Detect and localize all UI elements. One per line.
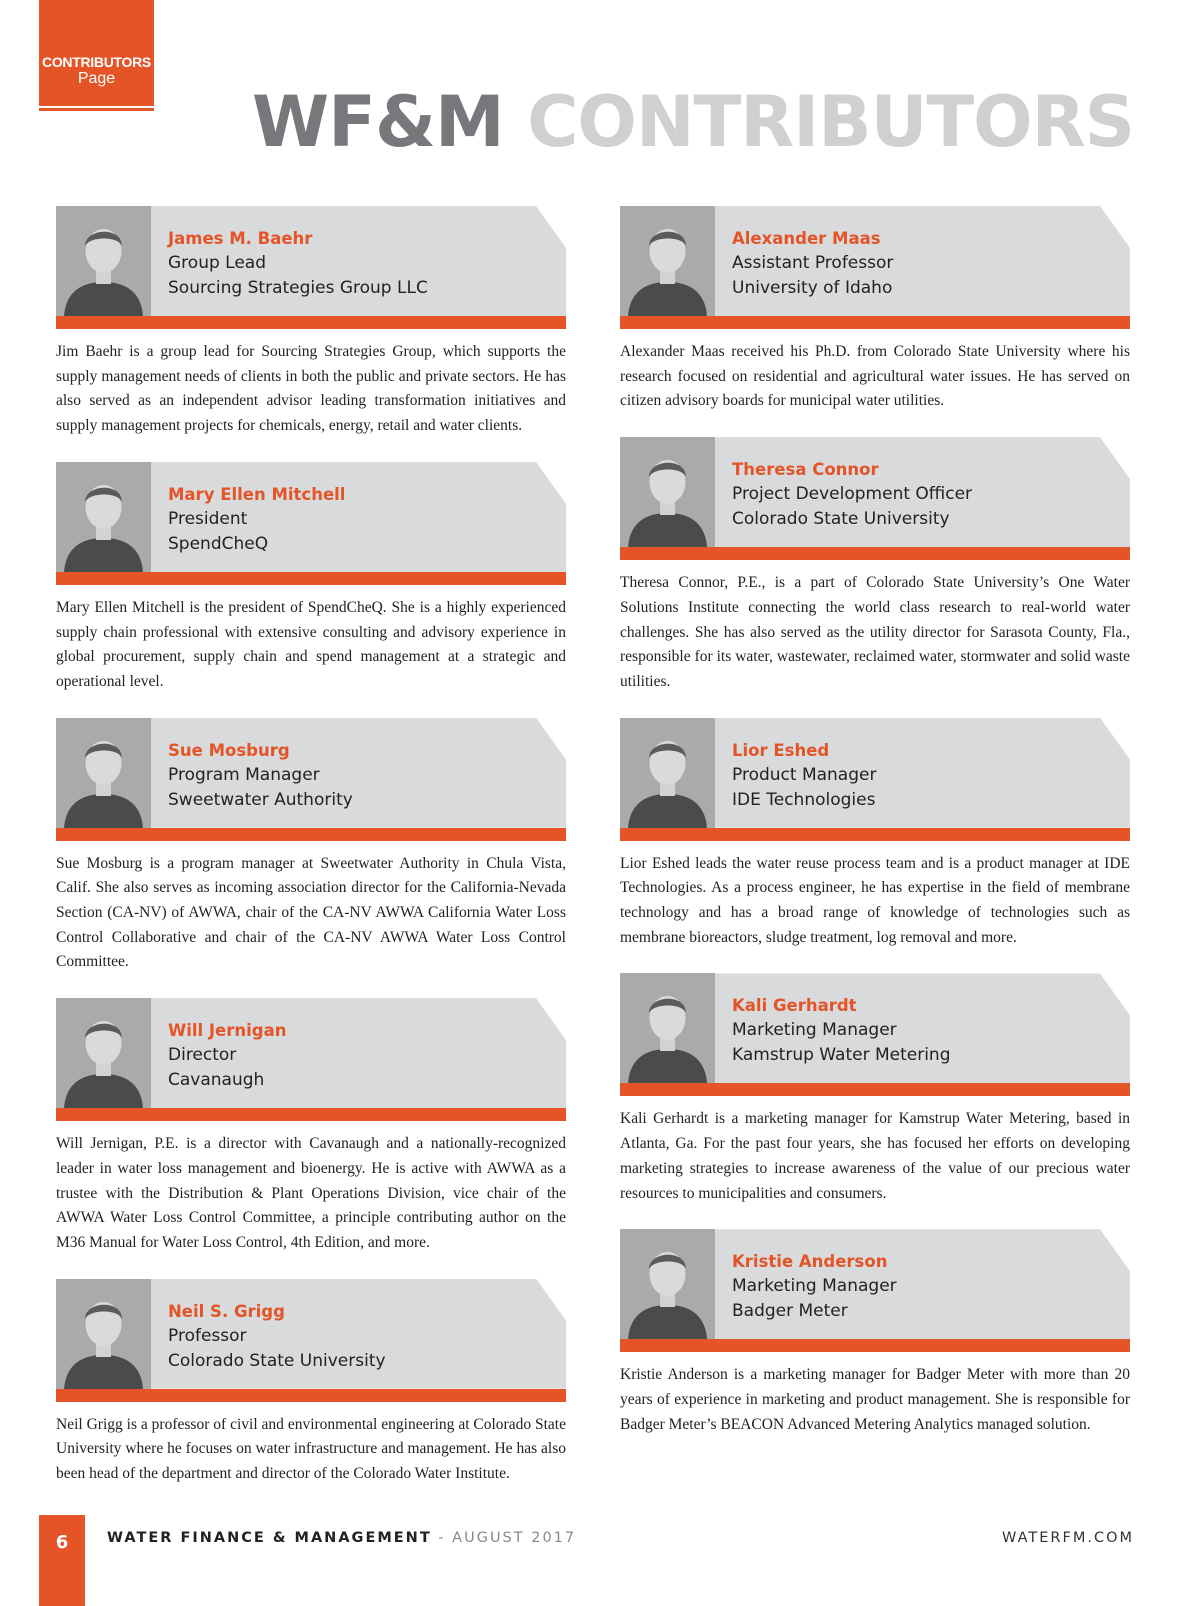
footer-url: WATERFM.COM bbox=[1002, 1530, 1134, 1546]
contributor-bio: Lior Eshed leads the water reuse process team and is a product manager at IDE Technologies. As a process engineer, he has expertise in the field of membrane technology and has a broad range of knowledge of technologies such as membrane bioreactors, sludge treatment, log removal and more. bbox=[620, 854, 1130, 946]
card-accent-bar bbox=[56, 316, 566, 329]
right-column bbox=[620, 206, 1130, 1437]
contributor-block bbox=[56, 718, 566, 976]
contributor-photo bbox=[620, 973, 715, 1083]
contributor-photo bbox=[56, 998, 151, 1108]
contributor-card bbox=[56, 718, 566, 841]
contributor-organization: Colorado State University bbox=[732, 509, 950, 530]
card-accent-bar bbox=[620, 828, 1130, 841]
contributor-card bbox=[620, 718, 1130, 841]
contributor-card bbox=[620, 1229, 1130, 1352]
contributor-block bbox=[620, 206, 1130, 414]
contributor-role: Project Development Officer bbox=[732, 484, 973, 505]
section-sublabel: Page bbox=[77, 70, 116, 87]
title-word: CONTRIBUTORS bbox=[527, 81, 1134, 163]
contributor-name: Mary Ellen Mitchell bbox=[168, 484, 346, 504]
contributor-card bbox=[56, 1279, 566, 1402]
contributor-card bbox=[620, 973, 1130, 1096]
contributor-role: Program Manager bbox=[168, 764, 320, 785]
contributor-role: President bbox=[168, 508, 248, 529]
section-label: CONTRIBUTORS bbox=[42, 54, 151, 70]
card-accent-bar bbox=[56, 1389, 566, 1402]
contributor-card bbox=[56, 206, 566, 329]
contributor-role: Marketing Manager bbox=[732, 1020, 897, 1041]
contributor-photo bbox=[620, 718, 715, 828]
footer-separator: - bbox=[431, 1530, 453, 1546]
contributor-bio: Alexander Maas received his Ph.D. from Colorado State University where his research focused on residential and agricultural water issues. He has served on citizen advisory boards for municipal water utilities. bbox=[620, 343, 1130, 410]
contributor-name: Will Jernigan bbox=[168, 1021, 287, 1041]
contributor-photo bbox=[620, 206, 715, 316]
contributor-card bbox=[56, 462, 566, 585]
contributor-role: Group Lead bbox=[168, 253, 266, 273]
contributor-organization: Sweetwater Authority bbox=[168, 789, 353, 810]
contributor-photo bbox=[56, 718, 151, 828]
contributor-block bbox=[620, 718, 1130, 951]
contributor-card bbox=[620, 437, 1130, 560]
contributor-photo bbox=[620, 1229, 715, 1339]
card-accent-bar bbox=[56, 828, 566, 841]
contributor-role: Product Manager bbox=[732, 764, 877, 785]
contributor-bio: Neil Grigg is a professor of civil and environmental engineering at Colorado State University where he focuses on water infrastructure and management. He has also been head of the department and director of the Colorado Water Institute. bbox=[56, 1415, 566, 1483]
card-accent-bar bbox=[56, 1108, 566, 1121]
card-accent-bar bbox=[620, 1083, 1130, 1096]
contributor-organization: Badger Meter bbox=[732, 1301, 848, 1322]
contributor-bio: Jim Baehr is a group lead for Sourcing Strategies Group, which supports the supply management needs of clients in both the public and private sectors. He has also served as an independent advisor leading transformation initiatives and supply management projects for chemicals, energy, retail and water clients. bbox=[56, 343, 566, 435]
contributor-block bbox=[56, 998, 566, 1256]
footer-publication bbox=[107, 1530, 576, 1546]
contributor-block bbox=[620, 1229, 1130, 1437]
contributor-organization: Cavanaugh bbox=[168, 1070, 265, 1091]
contributor-name: Neil S. Grigg bbox=[168, 1301, 285, 1321]
contributor-block bbox=[56, 462, 566, 695]
contributor-bio: Will Jernigan, P.E. is a director with Cavanaugh and a nationally-recognized leader in water loss management and bioenergy. He is active with AWWA as a trustee with the Distribution & Plant Operations Division, vice chair of the AWWA Water Loss Control Committee, a principle contributing author on the M36 Manual for Water Loss Control, 4th Edition, and more. bbox=[56, 1135, 566, 1251]
contributor-name: Kali Gerhardt bbox=[732, 996, 857, 1016]
contributor-bio: Mary Ellen Mitchell is the president of SpendCheQ. She is a highly experienced supply chain professional with extensive consulting and advisory experience in global procurement, supply chain and spend management at a strategic and operational level. bbox=[56, 598, 566, 690]
contributor-role: Director bbox=[168, 1045, 237, 1066]
contributor-photo bbox=[620, 437, 715, 547]
card-accent-bar bbox=[620, 1339, 1130, 1352]
contributor-role: Marketing Manager bbox=[732, 1276, 897, 1297]
contributor-name: Kristie Anderson bbox=[732, 1252, 888, 1272]
contributor-name: Alexander Maas bbox=[732, 229, 881, 248]
contributor-organization: IDE Technologies bbox=[732, 789, 876, 810]
contributor-block bbox=[56, 1279, 566, 1487]
contributor-role: Assistant Professor bbox=[732, 253, 894, 273]
issue-date: AUGUST 2017 bbox=[452, 1530, 577, 1546]
section-tab bbox=[39, 0, 154, 103]
contributor-photo bbox=[56, 1279, 151, 1389]
left-column bbox=[56, 206, 566, 1487]
contributor-organization: Colorado State University bbox=[168, 1350, 386, 1371]
section-tab-rules bbox=[39, 103, 154, 111]
contributor-name: Sue Mosburg bbox=[168, 740, 290, 760]
contributor-organization: SpendCheQ bbox=[168, 533, 269, 554]
contributor-card bbox=[56, 998, 566, 1121]
card-accent-bar bbox=[620, 547, 1130, 560]
contributor-bio: Theresa Connor, P.E., is a part of Colorado State University’s One Water Solutions Institute connecting the world class research to real-world water challenges. She has also served as the utility director for Sarasota County, Fla., responsible for its water, wastewater, reclaimed water, stormwater and solid waste utilities. bbox=[620, 574, 1130, 690]
publication-name: WATER FINANCE & MANAGEMENT bbox=[107, 1530, 432, 1546]
contributor-organization: University of Idaho bbox=[732, 278, 893, 298]
contributor-photo bbox=[56, 462, 151, 572]
contributor-role: Professor bbox=[168, 1325, 247, 1346]
contributor-organization: Sourcing Strategies Group LLC bbox=[168, 278, 428, 298]
card-accent-bar bbox=[620, 316, 1130, 329]
card-accent-bar bbox=[56, 572, 566, 585]
contributor-bio: Kristie Anderson is a marketing manager for Badger Meter with more than 20 years of experience in marketing and product management. She is responsible for Badger Meter’s BEACON Advanced Metering Analytics managed solution. bbox=[620, 1366, 1130, 1433]
contributor-bio: Sue Mosburg is a program manager at Sweetwater Authority in Chula Vista, Calif. She also serves as incoming association director for the California-Nevada Section (CA-NV) of AWWA, chair of the CA-NV AWWA California Water Loss Control Collaborative and chair of the CA-NV AWWA Water Loss Control Committee. bbox=[56, 854, 566, 971]
contributor-card bbox=[620, 206, 1130, 329]
contributor-name: Theresa Connor bbox=[732, 460, 879, 480]
contributor-organization: Kamstrup Water Metering bbox=[732, 1045, 951, 1066]
contributor-photo bbox=[56, 206, 151, 316]
page-number-tab bbox=[39, 1515, 85, 1606]
contributor-block bbox=[56, 206, 566, 439]
page-number: 6 bbox=[55, 1532, 69, 1553]
contributor-block bbox=[620, 973, 1130, 1206]
contributor-name: Lior Eshed bbox=[732, 740, 830, 760]
title-brand: WF&M bbox=[251, 81, 504, 163]
contributor-block bbox=[620, 437, 1130, 695]
contributor-name: James M. Baehr bbox=[168, 229, 313, 248]
contributor-bio: Kali Gerhardt is a marketing manager for Kamstrup Water Metering, based in Atlanta, Ga. For the past four years, she has focused her efforts on developing marketing strategies to increase awareness of the value of our precious water resources to municipalities and consumers. bbox=[620, 1110, 1130, 1202]
page-title bbox=[252, 74, 1134, 170]
